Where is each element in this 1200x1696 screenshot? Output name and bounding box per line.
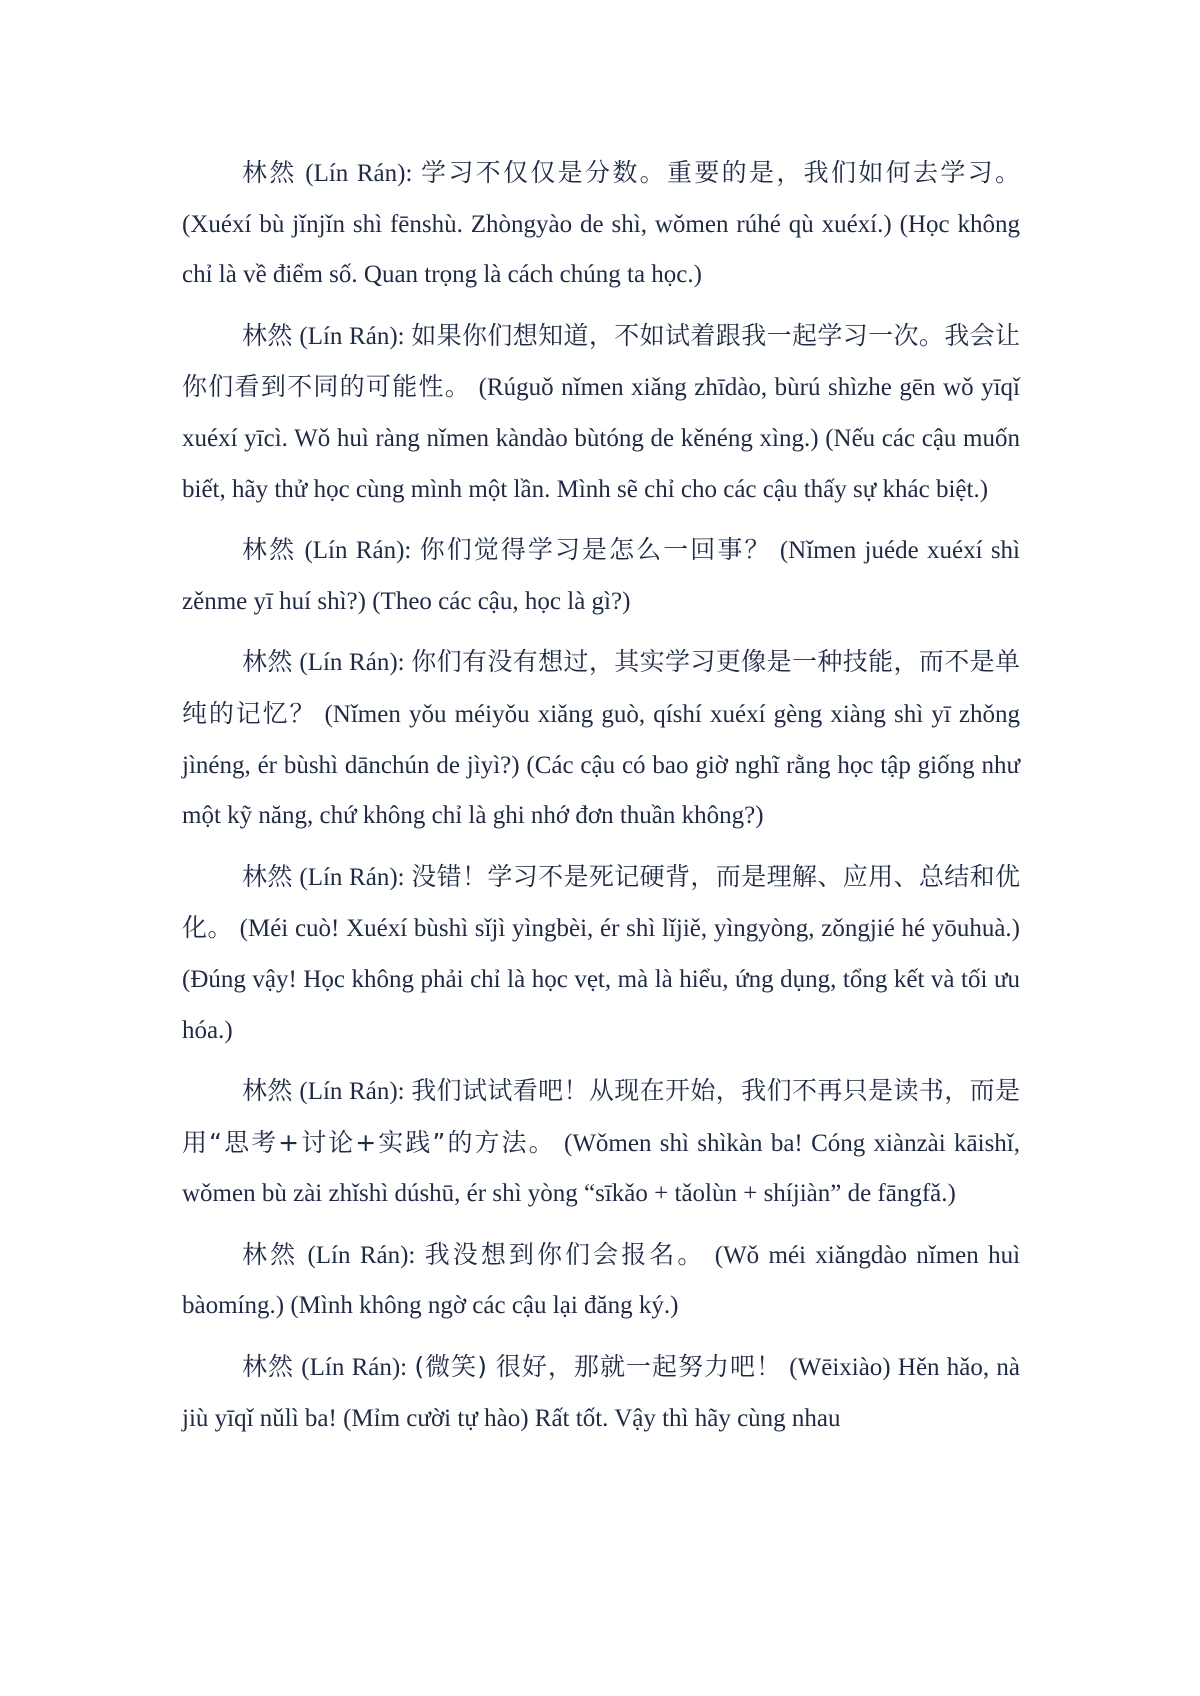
dialogue-paragraph xyxy=(182,311,1020,515)
vietnamese-text: (Mỉm cười tự hào) Rất tốt. Vậy thì hãy cùng nhau xyxy=(343,1404,841,1432)
speaker-label: 林然 (Lín Rán): xyxy=(242,537,412,565)
pinyin-text: (Wǒmen shì shìkàn ba! Cóng xiànzài kāishǐ, wǒmen bù zài zhǐshì dúshū, ér shì yòng “sīkǎo + tǎolùn + shíjiàn” de fāngfǎ.) xyxy=(182,1129,1021,1208)
dialogue-paragraph xyxy=(182,852,1020,1056)
dialogue-paragraph xyxy=(182,1230,1020,1332)
chinese-text: 我没想到你们会报名。 xyxy=(424,1239,706,1269)
pinyin-text: (Xuéxí bù jǐnjǐn shì fēnshù. Zhòngyào de shì, wǒmen rúhé qù xuéxí.) xyxy=(182,210,892,238)
speaker-label: 林然 (Lín Rán): xyxy=(242,160,413,187)
pinyin-text: (Méi cuò! Xuéxí bùshì sǐjì yìngbèi, ér shì lǐjiě, yìngyòng, zǒngjié hé yōuhuà.) xyxy=(239,915,1020,943)
pinyin-text: (Wēixiào) Hěn hǎo, nà jiù yīqǐ nǔlì ba! xyxy=(182,1354,1021,1432)
vietnamese-text: (Theo các cậu, học là gì?) xyxy=(372,587,631,615)
speaker-label: 林然 (Lín Rán): xyxy=(242,863,405,891)
dialogue-paragraph xyxy=(182,1066,1020,1220)
vietnamese-text: (Học không chỉ là về điểm số. Quan trọng là cách chúng ta học.) xyxy=(182,210,1021,289)
pinyin-text: (Wǒ méi xiǎngdào nǐmen huì bàomíng.) xyxy=(182,1241,1021,1320)
chinese-text: 我们试试看吧！从现在开始，我们不再只是读书，而是用“思考+讨论+实践”的方法。 xyxy=(182,1076,1020,1157)
vietnamese-text: (Đúng vậy! Học không phải chỉ là học vẹt, mà là hiểu, ứng dụng, tổng kết và tối ưu hóa.) xyxy=(182,965,1020,1044)
chinese-text: 你们有没有想过，其实学习更像是一种技能，而不是单纯的记忆？ xyxy=(182,647,1020,728)
chinese-text: (微笑) 很好，那就一起努力吧！ xyxy=(414,1352,783,1382)
pinyin-text: (Rúguǒ nǐmen xiǎng zhīdào, bùrú shìzhe gēn wǒ yīqǐ xuéxí yīcì. Wǒ huì ràng nǐmen kàndào bùtóng de kěnéng xìng.) xyxy=(182,374,1020,452)
pinyin-text: (Nǐmen juéde xuéxí shì zěnme yī huí shì?) xyxy=(182,537,1021,615)
speaker-label: 林然 (Lín Rán): xyxy=(242,1241,416,1269)
pinyin-text: (Nǐmen yǒu méiyǒu xiǎng guò, qíshí xuéxí gèng xiàng shì yī zhǒng jìnéng, ér bùshì dānchún de jìyì?) xyxy=(182,700,1020,779)
dialogue-paragraph xyxy=(182,637,1020,841)
vietnamese-text: (Mình không ngờ các cậu lại đăng ký.) xyxy=(290,1292,679,1320)
vietnamese-text: (Các cậu có bao giờ nghĩ rằng học tập giống như một kỹ năng, chứ không chỉ là ghi nhớ đơn thuần không?) xyxy=(182,751,1020,830)
chinese-text: 如果你们想知道，不如试着跟我一起学习一次。我会让你们看到不同的可能性。 xyxy=(182,320,1020,402)
speaker-label: 林然 (Lín Rán): xyxy=(242,1078,405,1106)
vietnamese-text: (Nếu các cậu muốn biết, hãy thử học cùng mình một lần. Mình sẽ chỉ cho các cậu thấy sự khác biệt.) xyxy=(182,424,1021,503)
dialogue-paragraph xyxy=(182,525,1020,627)
speaker-label: 林然 (Lín Rán): xyxy=(242,649,405,677)
chinese-text: 没错！学习不是死记硬背，而是理解、应用、总结和优化。 xyxy=(182,861,1020,943)
speaker-label: 林然 (Lín Rán): xyxy=(242,322,405,350)
speaker-label: 林然 (Lín Rán): xyxy=(242,1354,408,1382)
dialogue-paragraph xyxy=(182,1342,1020,1444)
chinese-text: 你们觉得学习是怎么一回事？ xyxy=(419,535,772,565)
dialogue-paragraph xyxy=(182,148,1020,301)
chinese-text: 学习不仅仅是分数。重要的是，我们如何去学习。 xyxy=(421,158,1020,187)
dialogue-content xyxy=(182,148,1020,1454)
